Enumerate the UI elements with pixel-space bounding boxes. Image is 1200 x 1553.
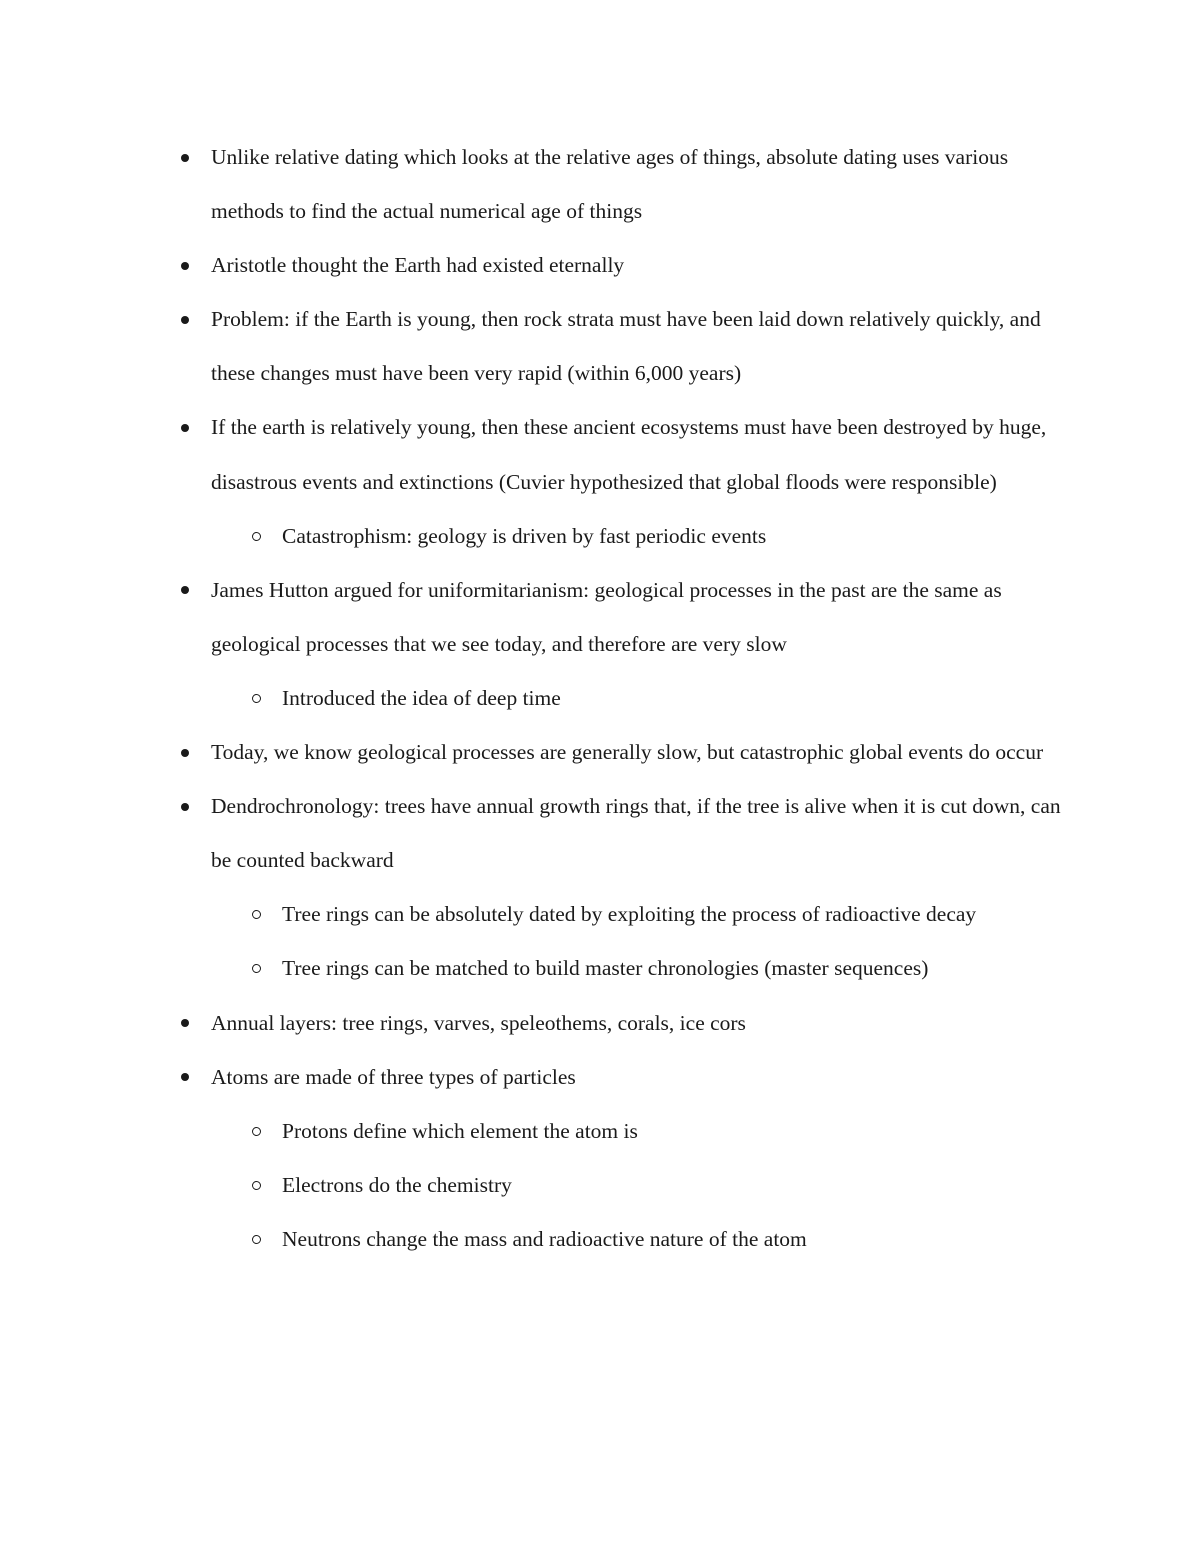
sub-list-item-text: Neutrons change the mass and radioactive nature of the atom [282,1226,807,1251]
filled-bullet-icon [177,1050,193,1104]
list-item [0,563,1061,671]
sub-list-item [0,671,1072,725]
hollow-bullet-icon [248,1158,264,1212]
hollow-bullet-icon [248,671,264,725]
filled-bullet-icon [177,238,193,292]
list-item [0,400,1061,508]
sub-list-item [0,887,1072,941]
sub-list-item [0,1158,1072,1212]
hollow-bullet-icon [248,1104,264,1158]
list-item-text: Dendrochronology: trees have annual growth rings that, if the tree is alive when it is cut down, can be counted backward [211,794,1061,873]
bullet-list [0,130,1200,1266]
list-item-text: Problem: if the Earth is young, then rock strata must have been laid down relatively quickly, and these changes must have been very rapid (within 6,000 years) [211,307,1041,386]
list-item-text: Aristotle thought the Earth had existed eternally [211,253,625,278]
list-item-text: If the earth is relatively young, then these ancient ecosystems must have been destroyed by huge, disastrous events and extinctions (Cuvier hypothesized that global floods were responsible) [211,415,1047,494]
list-item-text: Today, we know geological processes are generally slow, but catastrophic global events do occur [211,740,1044,765]
list-item [0,996,1061,1050]
list-item [0,238,1061,292]
list-item [0,292,1061,400]
hollow-bullet-icon [248,887,264,941]
sub-list-item-text: Introduced the idea of deep time [282,685,561,710]
hollow-bullet-icon [248,941,264,995]
filled-bullet-icon [177,725,193,779]
sub-list-item [0,1104,1072,1158]
sub-list-item [0,1212,1072,1266]
sub-list-item-text: Electrons do the chemistry [282,1172,512,1197]
filled-bullet-icon [177,292,193,346]
sub-list-item [0,509,1072,563]
list-item-text: Annual layers: tree rings, varves, speleothems, corals, ice cors [211,1010,746,1035]
hollow-bullet-icon [248,509,264,563]
list-item-text: Atoms are made of three types of particles [211,1064,576,1089]
filled-bullet-icon [177,130,193,184]
filled-bullet-icon [177,400,193,454]
list-item [0,1050,1061,1104]
sub-list-item-text: Catastrophism: geology is driven by fast periodic events [282,523,767,548]
list-item [0,130,1061,238]
sub-list-item-text: Protons define which element the atom is [282,1118,638,1143]
filled-bullet-icon [177,996,193,1050]
sub-list-item [0,941,1072,995]
sub-list-item-text: Tree rings can be matched to build master chronologies (master sequences) [282,956,929,981]
list-item-text: Unlike relative dating which looks at the relative ages of things, absolute dating uses various methods to find the actual numerical age of things [211,145,1009,224]
filled-bullet-icon [177,779,193,833]
list-item-text: James Hutton argued for uniformitarianism: geological processes in the past are the same as geological processes that we see today, and therefore are very slow [211,577,1002,656]
filled-bullet-icon [177,563,193,617]
list-item [0,725,1061,779]
hollow-bullet-icon [248,1212,264,1266]
sub-list-item-text: Tree rings can be absolutely dated by exploiting the process of radioactive decay [282,902,977,927]
list-item [0,779,1061,887]
